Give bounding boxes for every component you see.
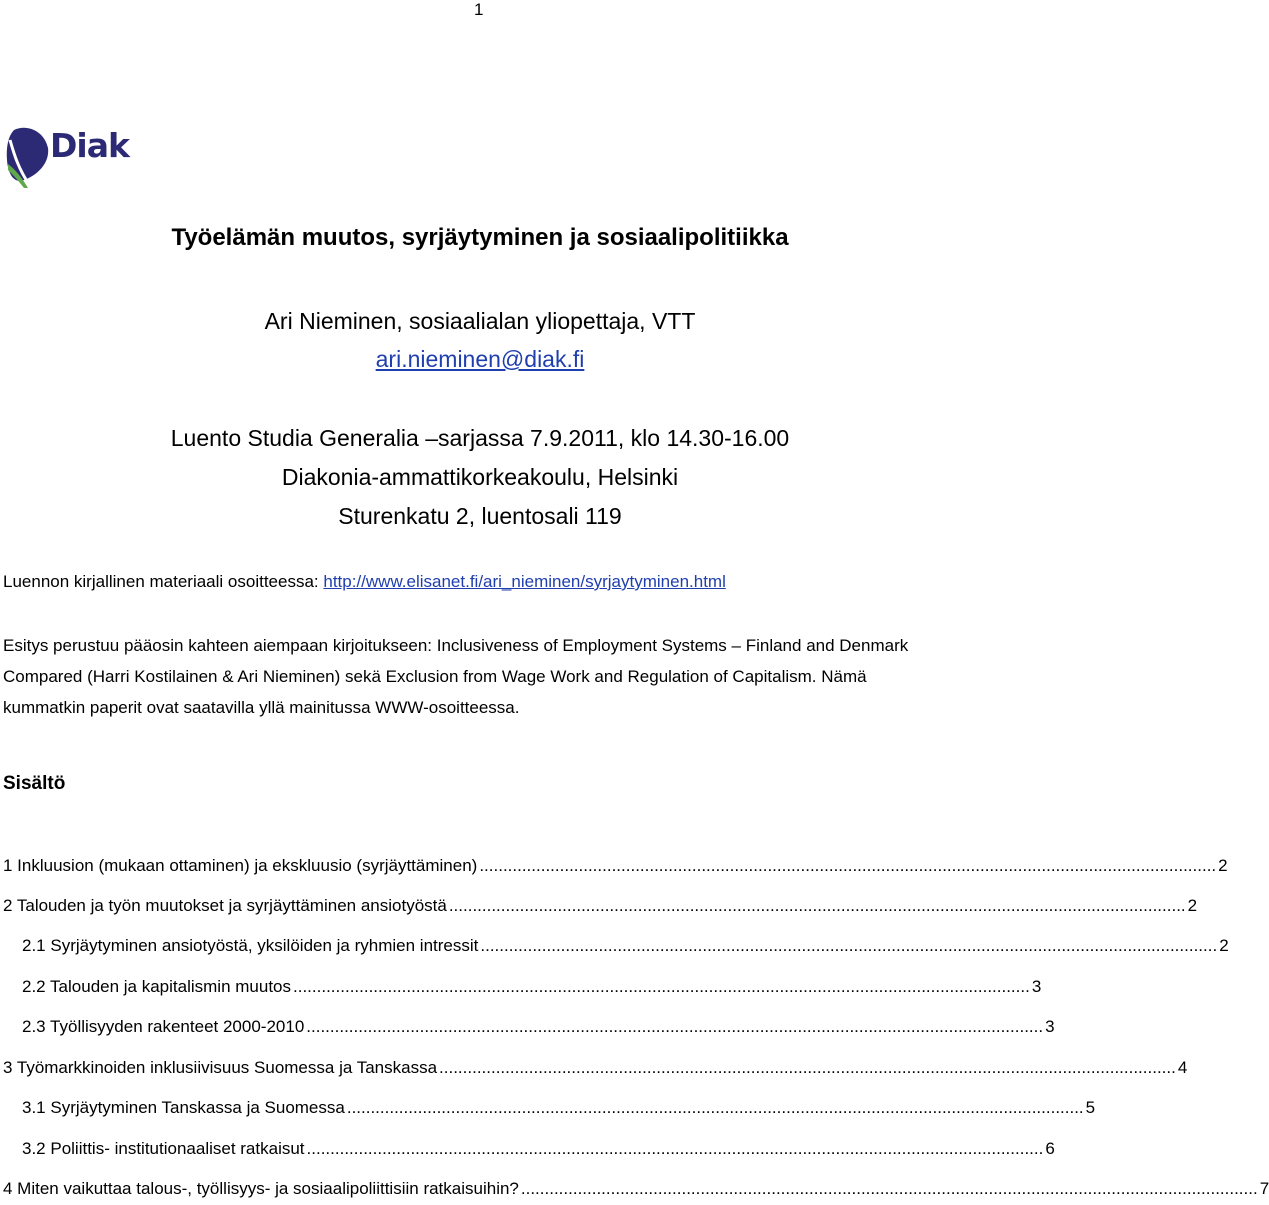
toc-entry-title: 3.1 Syrjäytyminen Tanskassa ja Suomessa [22,1098,345,1117]
toc-entry-4[interactable] [3,1179,1269,1205]
toc-entry-title: 2.3 Työllisyyden rakenteet 2000-2010 [22,1017,305,1036]
toc-entry-page: 4 [1177,1058,1188,1077]
toc-entry-page: 5 [1085,1098,1096,1117]
toc-entry-page: 2 [1218,856,1228,875]
toc-entry-3-1[interactable] [22,1098,1096,1124]
lecture-line: Luento Studia Generalia –sarjassa 7.9.2011, klo 14.30-16.00 [170,425,790,451]
toc-entry-title: 2.2 Talouden ja kapitalismin muutos [22,977,292,996]
address-line: Sturenkatu 2, luentosali 119 [338,503,622,529]
toc-entry-3-2[interactable] [22,1139,1055,1165]
email-link[interactable]: ari.nieminen@diak.fi [375,346,585,372]
toc-entry-page: 2 [1187,896,1198,915]
toc-entry-page: 3 [1045,1017,1055,1036]
toc-dot-leader: ............................................................................................................................................................ [306,1139,1044,1158]
toc-entry-title: 2 Talouden ja työn muutokset ja syrjäyttäminen ansiotyöstä [3,896,447,915]
toc-entry-title: 4 Miten vaikuttaa talous-, työllisyys- ja sosiaalipoliittisiin ratkaisuihin? [3,1179,519,1198]
toc-dot-leader: ............................................................................................................................................................ [448,896,1186,915]
toc-entry-title: 3.2 Poliittis- institutionaaliset ratkaisut [22,1139,305,1158]
toc-entry-2[interactable] [3,896,1198,922]
diak-logo [4,124,134,190]
toc-dot-leader: ............................................................................................................................................................ [439,1058,1176,1077]
diak-leaf-icon [4,124,50,188]
materials-label: Luennon kirjallinen materiaali osoitteessa: [3,572,324,591]
page-number: 1 [474,0,484,19]
toc-entry-3[interactable] [3,1058,1188,1084]
toc-dot-leader: ............................................................................................................................................................ [480,936,1218,955]
toc-entry-page: 7 [1259,1179,1269,1198]
toc-entry-page: 2 [1219,936,1229,955]
toc-entry-page: 3 [1031,977,1042,996]
document-title: Työelämän muutos, syrjäytyminen ja sosiaalipolitiikka [171,224,789,251]
toc-dot-leader: ............................................................................................................................................................ [520,1179,1258,1198]
toc-entry-title: 1 Inkluusion (mukaan ottaminen) ja ekskluusio (syrjäyttäminen) [3,856,478,875]
toc-entry-page: 6 [1045,1139,1055,1158]
toc-dot-leader: ............................................................................................................................................................ [293,977,1030,996]
intro-paragraph: Esitys perustuu pääosin kahteen aiempaan kirjoitukseen: Inclusiveness of Employment Systems – Finland and Denmark Compared (Harri Kostilainen & Ari Nieminen) sekä Exclusion from Wage Work and Regulation of Capitalism. Nämä kummatkin paperit ovat saatavilla yllä mainitussa WWW-osoitteessa. [3,636,909,717]
institution-line: Diakonia-ammattikorkeakoulu, Helsinki [281,464,679,490]
materials-url-link[interactable]: http://www.elisanet.fi/ari_nieminen/syrjaytyminen.html [323,572,726,591]
toc-entry-1[interactable] [3,856,1228,882]
toc-entry-2-3[interactable] [22,1017,1055,1043]
materials-line [3,572,726,592]
toc-entry-title: 2.1 Syrjäytyminen ansiotyöstä, yksilöiden ja ryhmien intressit [22,936,479,955]
toc-entry-2-2[interactable] [22,977,1042,1003]
toc-entry-2-1[interactable] [22,936,1229,962]
toc-dot-leader: ............................................................................................................................................................ [346,1098,1084,1117]
toc-dot-leader: ............................................................................................................................................................ [479,856,1217,875]
logo-text: Diak [50,126,129,165]
toc-dot-leader: ............................................................................................................................................................ [306,1017,1044,1036]
toc-heading: Sisältö [3,773,66,794]
toc-entry-title: 3 Työmarkkinoiden inklusiivisuus Suomessa ja Tanskassa [3,1058,438,1077]
author-line: Ari Nieminen, sosiaalialan yliopettaja, VTT [264,308,696,334]
